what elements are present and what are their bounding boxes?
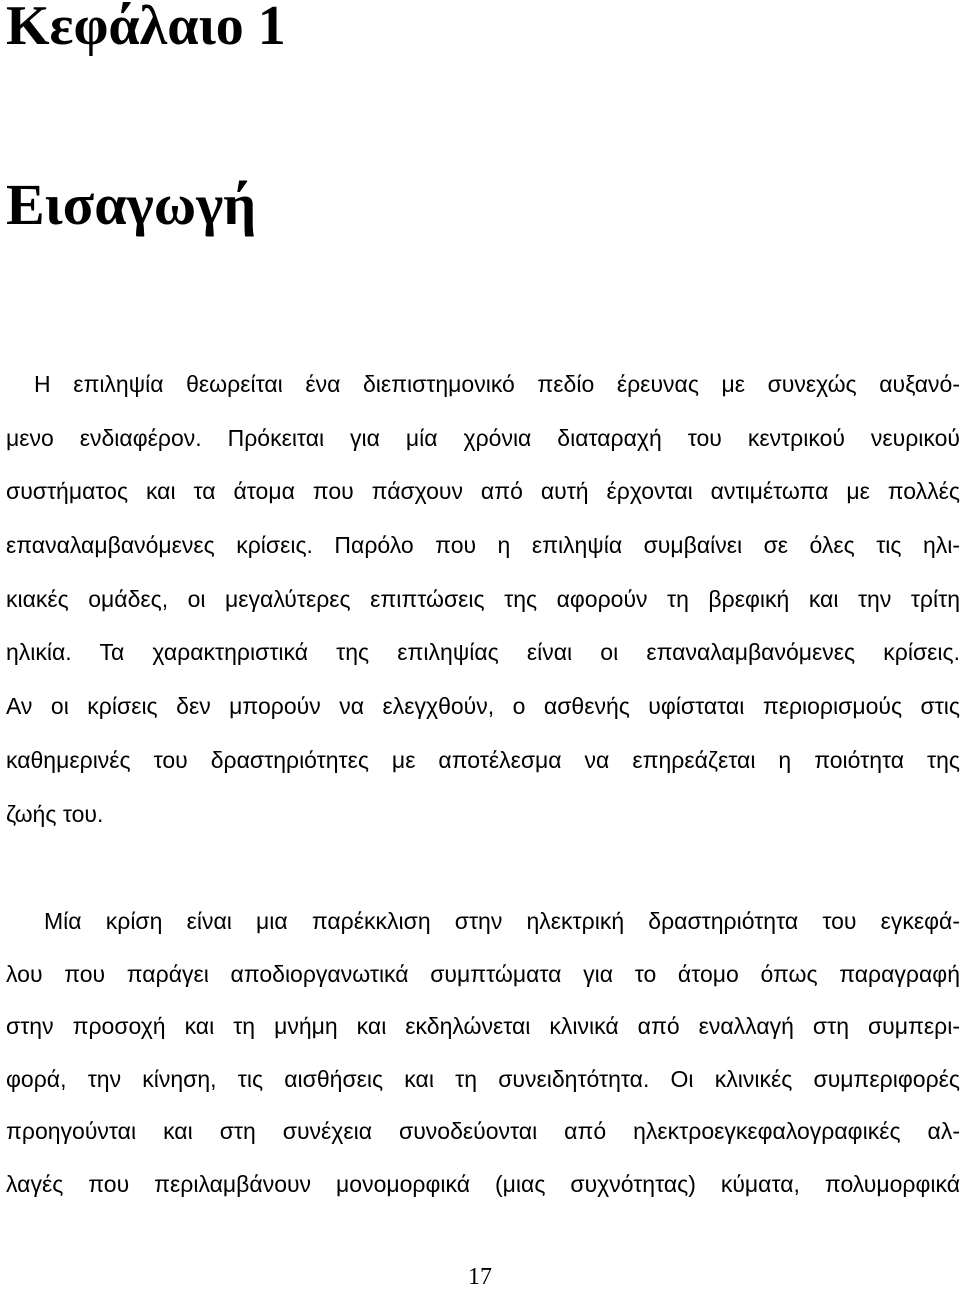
- paragraph-line: φορά, την κίνηση, τις αισθήσεις και τη συνειδητότητα. Οι κλινικές συμπεριφορές: [6, 1065, 960, 1092]
- paragraph-2: [6, 895, 960, 1210]
- paragraph-line: λου που παράγει αποδιοργανωτικά συμπτώματα για το άτομο όπως παραγραφή: [6, 960, 960, 987]
- paragraph-line: ηλικία. Τα χαρακτηριστικά της επιληψίας είναι οι επαναλαμβανόμενες κρίσεις.: [6, 639, 960, 666]
- chapter-label: Κεφάλαιο 1: [6, 0, 286, 57]
- paragraph-line: λαγές που περιλαμβάνουν μονομορφικά (μιας συχνότητας) κύματα, πολυμορφικά: [6, 1170, 960, 1197]
- paragraph-line: μενο ενδιαφέρον. Πρόκειται για μία χρόνια διαταραχή του κεντρικού νευρικού: [6, 424, 960, 451]
- paragraph-line: Η επιληψία θεωρείται ένα διεπιστημονικό πεδίο έρευνας με συνεχώς αυξανό-: [34, 371, 960, 397]
- paragraph-line: Μία κρίση είναι μια παρέκκλιση στην ηλεκτρική δραστηριότητα του εγκεφά-: [44, 908, 960, 934]
- page-number: 17: [468, 1264, 492, 1290]
- paragraph-line: Αν οι κρίσεις δεν μπορούν να ελεγχθούν, ο ασθενής υφίσταται περιορισμούς στις: [6, 693, 960, 720]
- paragraph-1: [6, 358, 960, 841]
- chapter-title: Εισαγωγή: [6, 172, 257, 237]
- paragraph-line: ζωής του.: [6, 800, 104, 827]
- paragraph-line: κιακές ομάδες, οι μεγαλύτερες επιπτώσεις της αφορούν τη βρεφική και την τρίτη: [6, 585, 960, 612]
- paragraph-line: προηγούνται και στη συνέχεια συνοδεύονται από ηλεκτροεγκεφαλογραφικές αλ-: [6, 1118, 960, 1144]
- paragraph-line: συστήματος και τα άτομα που πάσχουν από αυτή έρχονται αντιμέτωπα με πολλές: [6, 478, 960, 505]
- paragraph-line: καθημερινές του δραστηριότητες με αποτέλεσμα να επηρεάζεται η ποιότητα της: [6, 746, 960, 773]
- paragraph-line: στην προσοχή και τη μνήμη και εκδηλώνεται κλινικά από εναλλαγή στη συμπερι-: [6, 1013, 960, 1039]
- paragraph-line: επαναλαμβανόμενες κρίσεις. Παρόλο που η επιληψία συμβαίνει σε όλες τις ηλι-: [6, 532, 960, 559]
